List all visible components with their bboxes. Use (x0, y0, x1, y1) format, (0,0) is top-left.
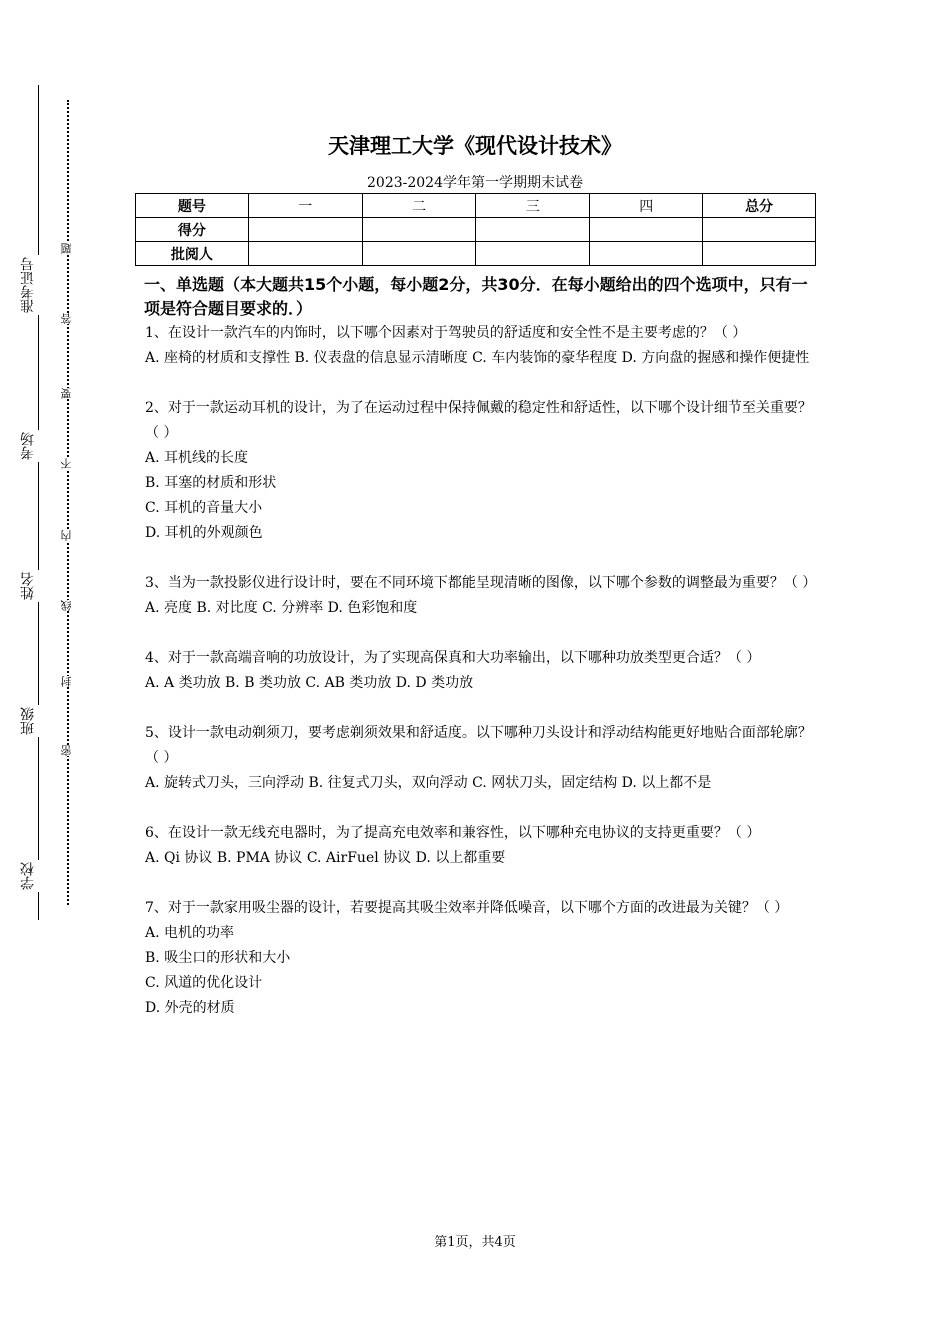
option-d: D. 耳机的外观颜色 (145, 525, 263, 541)
exam-number-label: 准考证号 (18, 255, 48, 315)
question-text: 5、设计一款电动剃须刀，要考虑剃须效果和舒适度。以下哪种刀头设计和浮动结构能更好地贴合面部轮廓？（ ） (145, 725, 812, 766)
class-label: 班级 (18, 705, 48, 737)
seal-char: 要 (60, 388, 73, 399)
option-d: D. 外壳的材质 (145, 1000, 235, 1016)
table-row (136, 218, 816, 242)
score-cell[interactable] (362, 218, 476, 242)
grader-cell[interactable] (703, 242, 816, 266)
question-text: 2、对于一款运动耳机的设计，为了在运动过程中保持佩戴的稳定性和舒适性，以下哪个设计细节至关重要？（ ） (145, 400, 812, 441)
exam-room-label: 考场 (18, 430, 48, 462)
column-header: 三 (476, 194, 590, 218)
question-options: A. 座椅的材质和支撑性 B. 仪表盘的信息显示清晰度 C. 车内装饰的豪华程度 D. 方向盘的握感和操作便捷性 (145, 350, 810, 366)
question (145, 721, 817, 796)
seal-char: 密 (60, 745, 73, 756)
name-label: 姓名 (18, 570, 48, 602)
question-text: 3、当为一款投影仪进行设计时，要在不同环境下都能呈现清晰的图像，以下哪个参数的调整最为重要？（ ） (145, 575, 817, 591)
seal-char: 线 (60, 600, 73, 611)
seal-char: 封 (60, 676, 73, 687)
question (145, 896, 817, 1021)
question (145, 821, 817, 871)
section-heading: 一、单选题（本大题共15个小题，每小题2分，共30分．在每小题给出的四个选项中，只有一项是符合题目要求的．） (144, 275, 808, 318)
column-header: 二 (362, 194, 476, 218)
question (145, 396, 817, 546)
grader-cell[interactable] (590, 242, 703, 266)
question (145, 321, 817, 371)
option-b: B. 吸尘口的形状和大小 (145, 950, 291, 966)
score-cell[interactable] (590, 218, 703, 242)
option-b: B. 耳塞的材质和形状 (145, 475, 277, 491)
option-c: C. 耳机的音量大小 (145, 500, 263, 516)
seal-char: 不 (60, 458, 73, 469)
question-options: A. 旋转式刀头，三向浮动 B. 往复式刀头，双向浮动 C. 网状刀头，固定结构 D. 以上都不是 (145, 775, 712, 791)
binding-line (38, 85, 39, 920)
seal-char: 内 (60, 530, 73, 541)
question-text: 6、在设计一款无线充电器时，为了提高充电效率和兼容性，以下哪种充电协议的支持更重要？（ ） (145, 825, 761, 841)
score-cell[interactable] (476, 218, 590, 242)
grader-cell[interactable] (248, 242, 362, 266)
column-header: 四 (590, 194, 703, 218)
column-header: 总分 (703, 194, 816, 218)
question-options: A. A 类功放 B. B 类功放 C. AB 类功放 D. D 类功放 (145, 675, 474, 691)
seal-char: 题 (60, 243, 73, 254)
score-cell[interactable] (703, 218, 816, 242)
seal-char: 答 (60, 313, 73, 324)
row-label: 批阅人 (136, 242, 249, 266)
question (145, 571, 817, 621)
seal-dotted-line (67, 100, 69, 905)
page-number: 第1页，共4页 (434, 1235, 516, 1250)
exam-title: 天津理工大学《现代设计技术》 (328, 134, 622, 158)
grader-cell[interactable] (362, 242, 476, 266)
table-row (136, 194, 816, 218)
question-list (145, 273, 817, 1021)
option-a: A. 电机的功率 (145, 925, 235, 941)
question-text: 7、对于一款家用吸尘器的设计，若要提高其吸尘效率并降低噪音，以下哪个方面的改进最为关键？（ ） (145, 900, 789, 916)
question-text: 1、在设计一款汽车的内饰时，以下哪个因素对于驾驶员的舒适度和安全性不是主要考虑的？（ ） (145, 325, 747, 341)
row-label: 题号 (136, 194, 249, 218)
exam-subtitle: 2023-2024学年第一学期期末试卷 (367, 175, 583, 191)
score-table (135, 193, 816, 266)
question (145, 646, 817, 696)
option-a: A. 耳机线的长度 (145, 450, 249, 466)
option-c: C. 风道的优化设计 (145, 975, 263, 991)
grader-cell[interactable] (476, 242, 590, 266)
column-header: 一 (248, 194, 362, 218)
question-text: 4、对于一款高端音响的功放设计，为了实现高保真和大功率输出，以下哪种功放类型更合适？（ ） (145, 650, 761, 666)
score-cell[interactable] (248, 218, 362, 242)
question-options: A. 亮度 B. 对比度 C. 分辨率 D. 色彩饱和度 (145, 600, 418, 616)
row-label: 得分 (136, 218, 249, 242)
school-label: 学校 (18, 860, 48, 892)
question-options: A. Qi 协议 B. PMA 协议 C. AirFuel 协议 D. 以上都重要 (145, 850, 506, 866)
table-row (136, 242, 816, 266)
